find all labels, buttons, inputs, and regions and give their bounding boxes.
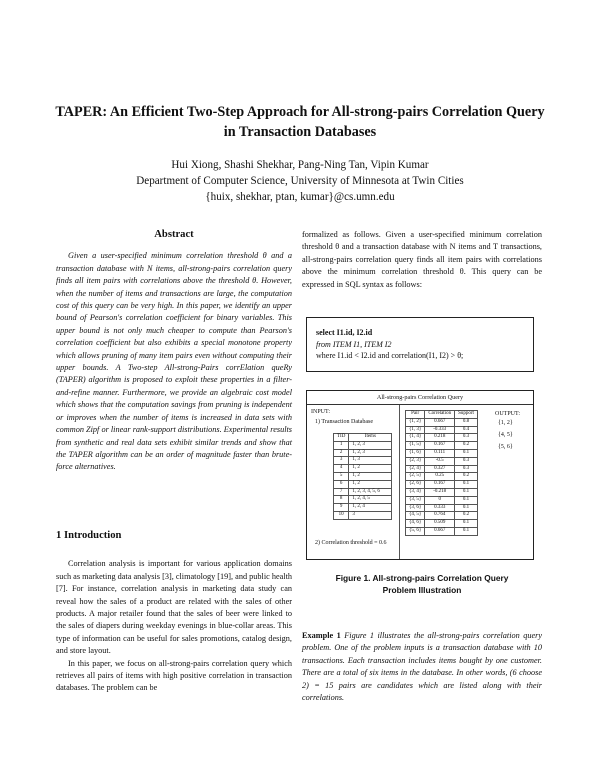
items-cell: 1, 2, 3 — [349, 449, 392, 457]
correlation-cell: 0.509 — [425, 520, 455, 528]
support-cell: 0.1 — [455, 449, 478, 457]
items-cell: 1, 2, 4 — [349, 504, 392, 512]
threshold-label: 2) Correlation threshold = 0.6 — [315, 540, 387, 546]
transaction-row — [334, 472, 392, 480]
tid-cell: 3 — [334, 457, 349, 465]
pair-cell: {4, 5} — [406, 512, 425, 520]
pair-row — [406, 504, 478, 512]
items-cell: 1, 2, 3, 4, 5, 6 — [349, 488, 392, 496]
pair-row — [406, 496, 478, 504]
support-cell: 0.1 — [455, 527, 478, 535]
transaction-row — [334, 441, 392, 449]
tid-cell: 4 — [334, 465, 349, 473]
support-cell: 0.2 — [455, 442, 478, 450]
tid-cell: 9 — [334, 504, 349, 512]
pair-cell: {1, 6} — [406, 449, 425, 457]
pair-row — [406, 442, 478, 450]
pair-row — [406, 449, 478, 457]
correlation-cell: 0.333 — [425, 504, 455, 512]
items-cell: 1, 2 — [349, 472, 392, 480]
correlation-cell: 0.167 — [425, 442, 455, 450]
pair-cell: {4, 6} — [406, 520, 425, 528]
tid-cell: 5 — [334, 472, 349, 480]
support-cell: 0.1 — [455, 520, 478, 528]
correlation-cell: -0.5 — [425, 457, 455, 465]
correlation-cell: 0.764 — [425, 512, 455, 520]
correlation-cell: 0.25 — [425, 473, 455, 481]
correlation-cell: 0.167 — [425, 481, 455, 489]
pair-row — [406, 434, 478, 442]
figure-title: All-strong-pairs Correlation Query — [376, 394, 464, 401]
items-cell: 1, 2, 4, 5 — [349, 496, 392, 504]
example-1-paragraph — [302, 630, 542, 704]
correlation-cell: 0 — [425, 496, 455, 504]
introduction-section — [56, 530, 292, 695]
pair-row — [406, 481, 478, 489]
correlation-cell: 0.111 — [425, 449, 455, 457]
pair-cell: {1, 4} — [406, 434, 425, 442]
items-header: Items — [349, 434, 392, 442]
pair-row — [406, 426, 478, 434]
transaction-row — [334, 480, 392, 488]
pair-row — [406, 488, 478, 496]
support-cell: 0.1 — [455, 504, 478, 512]
transaction-table — [333, 433, 392, 520]
tid-cell: 1 — [334, 441, 349, 449]
pair-cell: {5, 6} — [406, 527, 425, 535]
pair-correlation-table — [405, 410, 478, 536]
authors: Hui Xiong, Shashi Shekhar, Pang-Ning Tan, Vipin Kumar — [171, 159, 429, 171]
title-line-1: TAPER: An Efficient Two-Step Approach for All-strong-pairs Correlation Query — [55, 104, 545, 120]
correlation-header: Correlation — [425, 411, 455, 419]
transaction-row — [334, 465, 392, 473]
items-cell: 1, 2 — [349, 465, 392, 473]
example-text: Figure 1 illustrates the all-strong-pairs correlation query problem. One of the problem inputs is a transaction database with 10 transactions. Each transaction includes items bought by one customer. There are a total of six items in the database. In other words, (6 choose 2) = 15 pairs are candidates which are listed along with their correlations. — [302, 631, 543, 703]
tid-cell: 10 — [334, 511, 349, 519]
transaction-row — [334, 496, 392, 504]
pair-cell: {3, 6} — [406, 504, 425, 512]
tid-header: TID — [334, 434, 349, 442]
transaction-row — [334, 488, 392, 496]
correlation-cell: 0.218 — [425, 434, 455, 442]
support-cell: 0.4 — [455, 426, 478, 434]
pair-cell: {3, 4} — [406, 488, 425, 496]
transaction-row — [334, 457, 392, 465]
figure-vertical-divider — [399, 405, 400, 559]
correlation-cell: 0.667 — [425, 527, 455, 535]
tid-cell: 8 — [334, 496, 349, 504]
support-header: Support — [455, 411, 478, 419]
transaction-row — [334, 449, 392, 457]
items-cell: 1, 2, 3 — [349, 441, 392, 449]
pair-cell: {2, 6} — [406, 481, 425, 489]
emails: {huix, shekhar, ptan, kumar}@cs.umn.edu — [205, 191, 395, 203]
sql-query-box — [306, 317, 534, 372]
transaction-header-row — [334, 434, 392, 442]
figure-divider — [307, 404, 533, 406]
affiliation: Department of Computer Science, University of Minnesota at Twin Cities — [136, 175, 464, 187]
tid-cell: 7 — [334, 488, 349, 496]
input-label: INPUT: — [311, 409, 331, 415]
correlation-cell: -0.333 — [425, 426, 455, 434]
example-label: Example 1 — [302, 631, 341, 640]
correlation-cell: -0.218 — [425, 488, 455, 496]
figure-caption — [302, 572, 542, 596]
pair-row — [406, 473, 478, 481]
figure-1 — [306, 390, 534, 560]
transaction-db-label: 1) Transaction Database — [315, 419, 373, 425]
items-cell: 1, 2 — [349, 480, 392, 488]
support-cell: 0.2 — [455, 473, 478, 481]
pair-cell: {2, 5} — [406, 473, 425, 481]
output-pair-2: {4, 5} — [498, 432, 513, 438]
pair-header-row — [406, 411, 478, 419]
intro-paragraph-1: Correlation analysis is important for various application domains such as marketing data analysis [3], climatology [19], and public health [7]. For instance, correlation analysis in marketing data study can reveal how the sales of a product are related with the sales of other products. A major retailer found that the sales of beer were linked to the sales of diapers during weekday evenings in blue-collar areas. This type of information can be useful for sales promotions, catalog design, and store layout. — [56, 559, 292, 656]
pair-cell: {2, 3} — [406, 457, 425, 465]
tid-cell: 2 — [334, 449, 349, 457]
paper-title — [40, 102, 560, 142]
support-cell: 0.2 — [455, 512, 478, 520]
output-pair-3: {5, 6} — [498, 444, 513, 450]
right-col-paragraph: formalized as follows. Given a user-specified minimum correlation threshold θ and a transaction database with N items and T transactions, all-strong-pairs correlation query finds all item pairs with correlations above the minimum correlation threshold θ. This query can be expressed in SQL syntax as follows: — [302, 230, 542, 289]
support-cell: 0.3 — [455, 434, 478, 442]
intro-paragraph-2: In this paper, we focus on all-strong-pairs correlation query which retrieves all pairs of items with high positive correlation in transaction databases. The problem can be — [56, 658, 292, 693]
author-block — [40, 157, 560, 205]
pair-cell: {1, 3} — [406, 426, 425, 434]
title-line-2: in Transaction Databases — [223, 124, 377, 140]
pair-cell: {1, 2} — [406, 418, 425, 426]
support-cell: 0.3 — [455, 457, 478, 465]
abstract-heading: Abstract — [154, 229, 194, 240]
pair-header: Pair — [406, 411, 425, 419]
introduction-heading: 1 Introduction — [56, 530, 122, 541]
pair-row — [406, 457, 478, 465]
support-cell: 0.1 — [455, 488, 478, 496]
output-pair-1: {1, 2} — [498, 420, 513, 426]
caption-line-1: Figure 1. All-strong-pairs Correlation Query — [335, 573, 509, 583]
abstract-text: Given a user-specified minimum correlation threshold θ and a transaction database with N items, all-strong-pairs correlation query finds all item pairs with correlations above the threshold θ. However, when the number of items and transactions are large, the computation cost of this query can be very high. In this paper, we identify an upper bound of Pearson's correlation coefficient for binary variables. This upper bound is not only much cheaper to compute than Pearson's correlation coefficient but also exhibits a special monotone property which allows pruning of many item pairs even without computing their upper bounds. A Two-step All-strong-Pairs corrElation queRy (TAPER) algorithm is proposed to exploit these properties in a filter-and-refine manner. Furthermore, we provide an algebraic cost model which shows that the computation savings from pruning is independent or improves when the number of items is increased in data sets with common Zipf or linear rank-support distributions. Experimental results from synthetic and real data sets exhibit similar trends and show that the TAPER algorithm can be an order of magnitude faster than brute-force alternatives. — [56, 251, 292, 472]
correlation-cell: 0.327 — [425, 465, 455, 473]
pair-row — [406, 465, 478, 473]
items-cell: 1, 3 — [349, 457, 392, 465]
transaction-row — [334, 504, 392, 512]
caption-line-2: Problem Illustration — [382, 585, 462, 595]
pair-row — [406, 520, 478, 528]
pair-cell: {2, 4} — [406, 465, 425, 473]
output-label: OUTPUT: — [495, 411, 521, 417]
pair-row — [406, 418, 478, 426]
pair-row — [406, 527, 478, 535]
abstract-section — [56, 229, 292, 474]
correlation-cell: 0.667 — [425, 418, 455, 426]
items-cell: 3 — [349, 511, 392, 519]
support-cell: 0.1 — [455, 496, 478, 504]
support-cell: 0.8 — [455, 418, 478, 426]
sql-line-1: select I1.id, I2.id — [316, 328, 373, 337]
tid-cell: 6 — [334, 480, 349, 488]
transaction-row — [334, 511, 392, 519]
pair-cell: {1, 5} — [406, 442, 425, 450]
support-cell: 0.1 — [455, 481, 478, 489]
support-cell: 0.3 — [455, 465, 478, 473]
sql-line-2: from ITEM I1, ITEM I2 — [316, 339, 392, 349]
pair-cell: {3, 5} — [406, 496, 425, 504]
sql-line-3: where I1.id < I2.id and correlation(I1, I2) > θ; — [316, 351, 464, 360]
pair-row — [406, 512, 478, 520]
